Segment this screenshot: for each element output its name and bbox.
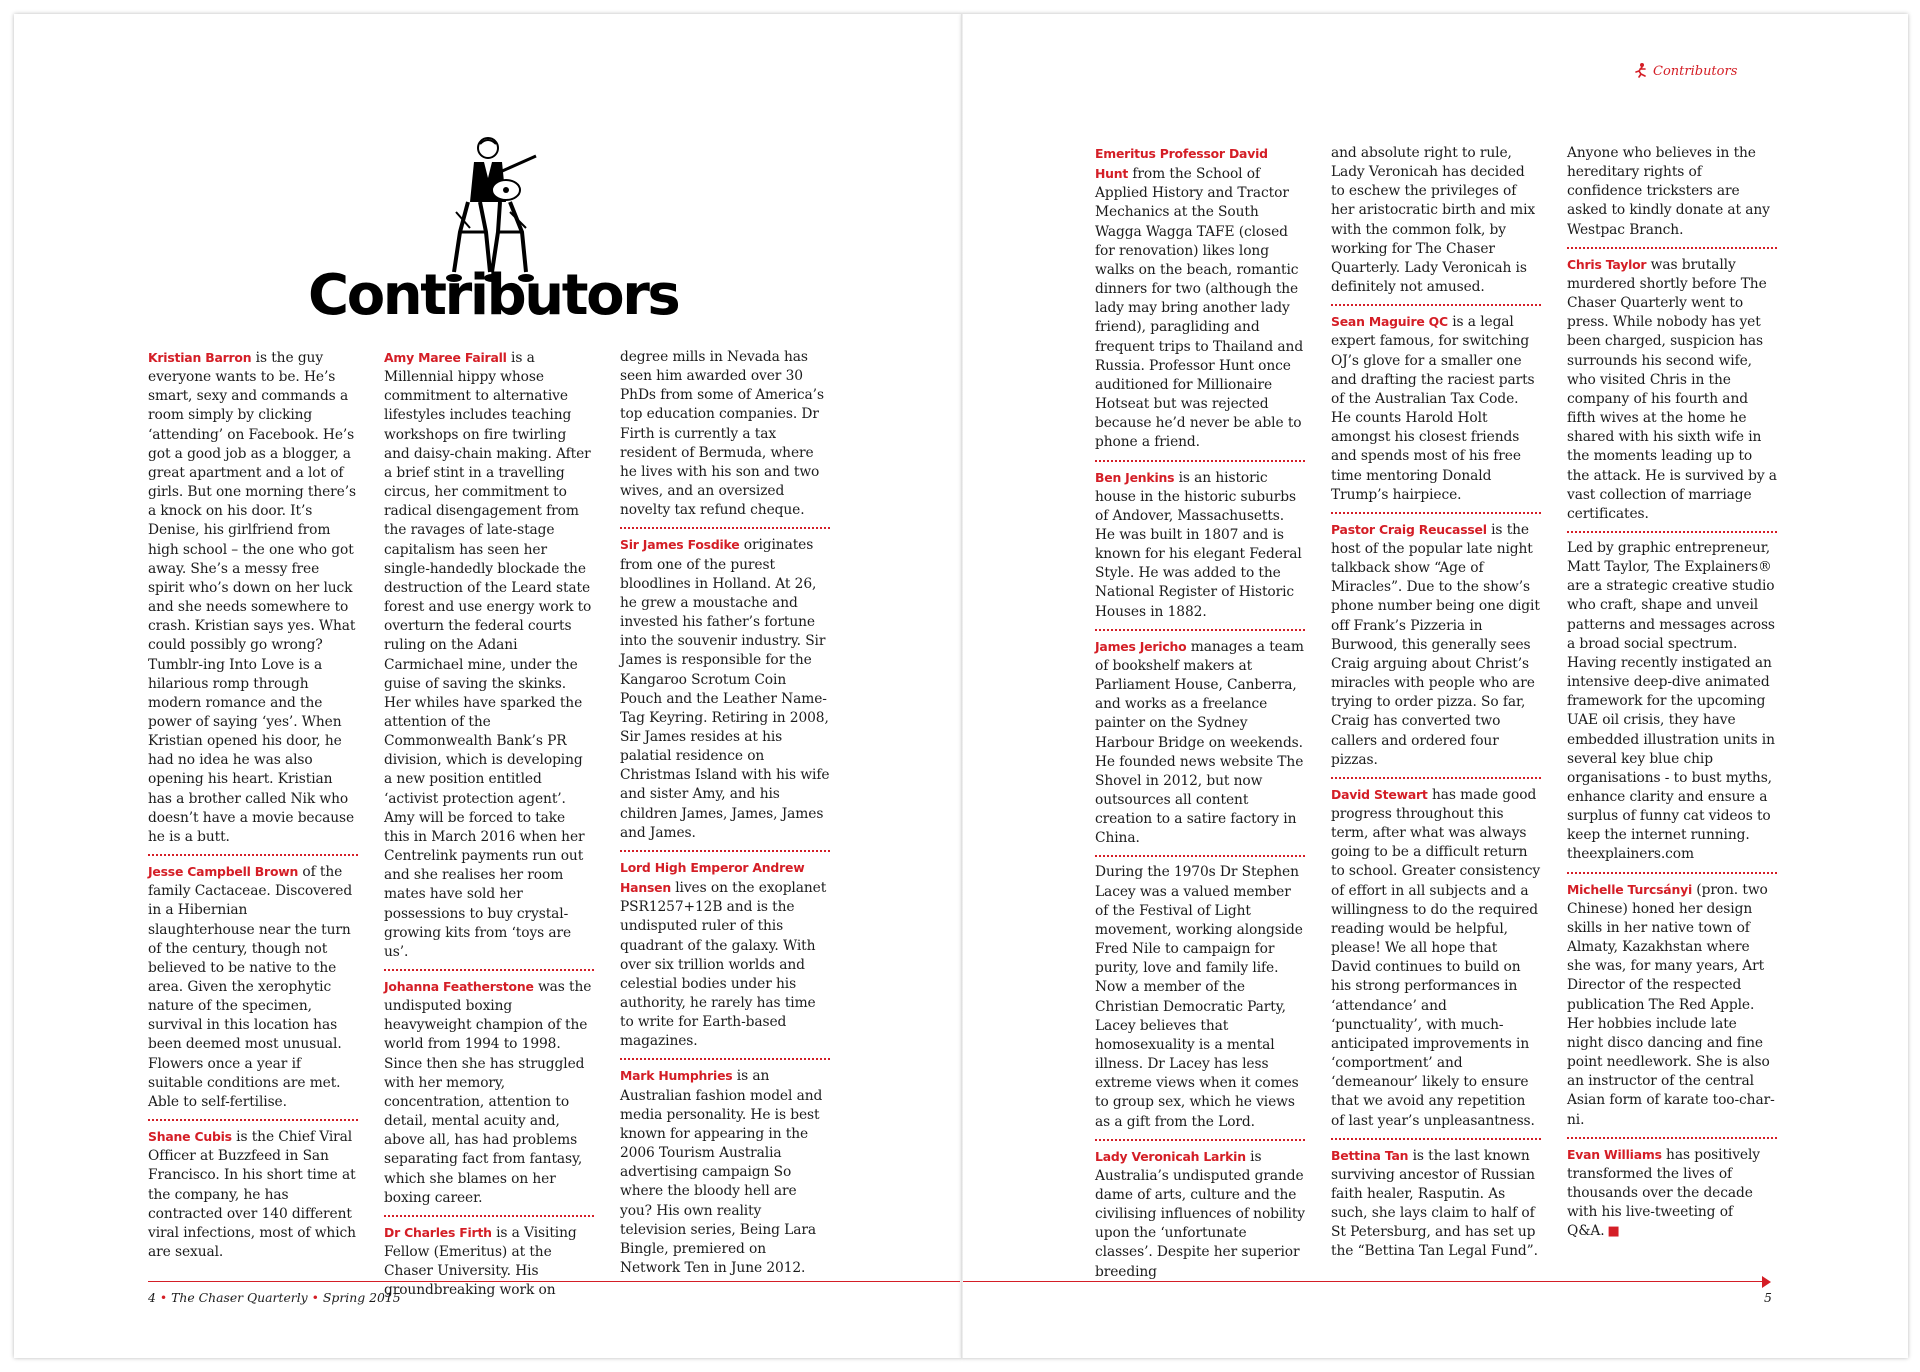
contributor-bio: was brutally murdered shortly before The Chaser Quarterly went to press. While nobody has yet been charged, suspicion has surrounds his second wife, who visited Chris in the company of his fourth and fifth wives at the home he shared with his sixth wife in the moments leading up to the attack. He is survived by a vast collection of marriage certificates.: [1567, 256, 1777, 522]
running-man-logo-icon: [1633, 62, 1649, 78]
contributor-entry: [620, 348, 830, 529]
contributor-name: Kristian Barron: [148, 350, 252, 365]
contributor-entry: [1567, 880, 1777, 1139]
running-header: Contributors: [1653, 64, 1738, 79]
contributor-bio: (pron. two Chinese) honed her design skills in her native town of Almaty, Kazakhstan where she was, for many years, Art Director of the respected publication The Red Apple. Her hobbies include late night disco dancing and fine point needlework. She is also an instructor of the central Asian form of karate too-char-ni.: [1567, 881, 1775, 1128]
contributor-name: Chris Taylor: [1567, 256, 1647, 272]
contributor-bio: manages a team of bookshelf makers at Parliament House, Canberra, and works as a freelance painter on the Sydney Harbour Bridge on weekends. He founded news website The Shovel in 2012, but now outsources all content creation to a satire factory in China.: [1095, 638, 1304, 847]
contributor-bio: is Australia’s undisputed grande dame of arts, culture and the civilising influences of nobility upon the ‘unfortunate classes’. Despite her superior breeding: [1095, 1148, 1305, 1280]
magazine-name: The Chaser Quarterly: [171, 1290, 308, 1305]
contributor-entry: [1331, 520, 1541, 779]
footer-left: [148, 1290, 401, 1305]
contributor-bio: degree mills in Nevada has seen him awarded over 30 PhDs from some of America’s top education companies. Dr Firth is currently a tax resident of Bermuda, where he lives with his son and two wives, and an oversized novelty tax refund cheque.: [620, 349, 824, 519]
column-6: [1567, 144, 1777, 1254]
contributor-bio: is a legal expert famous, for switching OJ’s glove for a smaller one and drafting the raciest parts of the Australian Tax Code. He counts Harold Holt amongst his closest friends and spends most of his free time mentoring Donald Trump’s hairpiece.: [1331, 314, 1535, 503]
contributor-name: Emeritus Professor David Hunt: [1095, 146, 1268, 182]
contributor-entry: [1331, 1146, 1541, 1269]
contributor-name: Lord High Emperor Andrew Hansen: [620, 859, 805, 896]
left-page-number: 4: [148, 1290, 156, 1305]
issue-date: Spring 2015: [322, 1290, 401, 1305]
contributor-name: Bettina Tan: [1331, 1147, 1409, 1163]
contributor-entry: [1095, 1147, 1305, 1289]
contributor-bio: Led by graphic entrepreneur, Matt Taylor, The Explainers® are a strategic creative studio who craft, shape and unveil patterns and messages across a broad social spectrum. Having recently instigated an intensive deep-dive animated framework for the upcoming UAE oil crisis, they have embedded illustration units in several key blue chip organisations - to bust myths, enhance clarity and ensure a surplus of funny cat videos to keep the internet running. theexplainers.com: [1567, 539, 1775, 863]
contributor-name: Sir James Fosdike: [620, 537, 740, 553]
footer-rule-left: [148, 1281, 960, 1282]
contributor-bio: is the Chief Viral Officer at Buzzfeed in San Francisco. In his short time at the company, he has contracted over 140 different viral infections, most of which are sexual.: [148, 1129, 356, 1261]
contributor-name: Mark Humphries: [620, 1068, 733, 1084]
contributor-bio: is the last known surviving ancestor of Russian faith healer, Rasputin. As such, she lays claim to half of St Petersburg, and has set up the “Bettina Tan Legal Fund”.: [1331, 1147, 1538, 1260]
contributor-bio: originates from one of the purest bloodlines in Holland. At 26, he grew a moustache and invested his father’s fortune into the souvenir industry. Sir James is responsible for the Kangaroo Scrotum Coin Pouch and the Leather Name-Tag Keyring. Retiring in 2008, Sir James resides at his palatial residence on Christmas Island with his wife and sister Amy, and his children James, James, James and James.: [620, 537, 830, 841]
contributor-name: Shane Cubis: [148, 1129, 232, 1145]
contributor-name: Pastor Craig Reucassel: [1331, 521, 1487, 537]
contributor-entry: [1095, 144, 1305, 462]
column-4: [1095, 144, 1305, 1295]
contributor-name: David Stewart: [1331, 786, 1428, 802]
contributor-entry: [1331, 144, 1541, 306]
end-mark-icon: ■: [1607, 1224, 1620, 1240]
contributor-bio: is an historic house in the historic suburbs of Andover, Massachusetts. He was built in 1807 and is known for his elegant Federal Style. He was added to the National Register of Historic Houses in 1882.: [1095, 469, 1302, 620]
contributor-entry: [1331, 312, 1541, 514]
contributor-entry: [1567, 255, 1777, 533]
contributor-bio: is the guy everyone wants to be. He’s smart, sexy and commands a room simply by clicking ‘attending’ on Facebook. He’s got a good job as a blogger, a great apartment and a lot of girls. But one morning there’s a knock on his door. It’s Denise, his girlfriend from high school – the one who got away. She’s a messy free spirit who’s down on her luck and she needs somewhere to crash. Kristian says yes. What could possibly go wrong? Tumblr-ing Into Love is a hilarious romp through modern romance and the power of saying ‘yes’. When Kristian opened his door, he had no idea he was also opening his heart. Kristian has a brother called Nik who doesn’t have a movie because he is a butt.: [148, 350, 357, 845]
contributor-name: Lady Veronicah Larkin: [1095, 1148, 1246, 1164]
bullet-dot: •: [311, 1290, 319, 1305]
contributor-bio: lives on the exoplanet PSR1257+12B and is the undisputed ruler of this quadrant of the galaxy. With over six trillion worlds and celestial bodies under his authority, he rarely has time to write for Earth-based magazines.: [620, 880, 827, 1050]
column-1: [148, 348, 358, 1275]
contributor-entry: [384, 348, 594, 971]
contributor-entry: [620, 1066, 830, 1285]
contributor-bio: is an Australian fashion model and media personality. He is best known for appearing in the 2006 Tourism Australia advertising campaign So where the bloody hell are you? His own reality television series, Being Lara Bingle, premiered on Network Ten in June 2012.: [620, 1068, 823, 1277]
contributor-entry: [1095, 863, 1305, 1140]
footer-rule-right: [963, 1281, 1763, 1282]
contributor-entry: [148, 862, 358, 1121]
contributor-name: Sean Maguire QC: [1331, 314, 1448, 330]
contributor-bio: has positively transformed the lives of thousands over the decade with his live-tweeting of Q&A.: [1567, 1146, 1760, 1240]
contributor-bio: and absolute right to rule, Lady Veronicah has decided to eschew the privileges of her aristocratic birth and mix with the common folk, by working for The Chaser Quarterly. Lady Veronicah is definitely not amused.: [1331, 145, 1536, 296]
contributor-entry: [384, 1223, 594, 1308]
contributor-entry: [1095, 468, 1305, 631]
contributor-bio: is a Millennial hippy whose commitment to alternative lifestyles includes teaching workshops on fire twirling and daisy-chain making. After a brief stint in a travelling circus, her commitment to radical disengagement from the ravages of late-stage capitalism has seen her single-handedly blockade the destruction of the Leard state forest and use energy work to overturn the federal courts ruling on the Adani Carmichael mine, under the guise of saving the skinks. Her whiles have sparked the attention of the Commonwealth Bank’s PR division, which is developing a new position entitled ‘activist protection agent’. Amy will be forced to take this in March 2016 when her Centrelink payments run out and she realises her room mates have sold her possessions to buy crystal-growing kits from ‘toys are us’.: [384, 350, 592, 960]
contributor-entry: [148, 1127, 358, 1269]
right-page-number: 5: [1764, 1290, 1772, 1305]
contributor-bio: is a Visiting Fellow (Emeritus) at the Chaser University. His groundbreaking work on: [384, 1224, 577, 1299]
contributor-name: Ben Jenkins: [1095, 469, 1175, 485]
contributor-entry: [620, 535, 830, 852]
contributor-entry: [384, 977, 594, 1217]
column-2: [384, 348, 594, 1314]
contributor-bio: was the undisputed boxing heavyweight champion of the world from 1994 to 1998. Since then she has struggled with her memory, concentration, attention to detail, mental acuity and, above all, has had problems separating fact from fantasy, which she blames on her boxing career.: [384, 979, 592, 1206]
contributor-entry: [1567, 1145, 1777, 1249]
contributor-entry: [1567, 539, 1777, 874]
contributor-name: Dr Charles Firth: [384, 1224, 492, 1240]
contributor-entry: [1331, 785, 1541, 1140]
contributor-name: Johanna Featherstone: [384, 979, 534, 994]
contributor-bio: Anyone who believes in the hereditary rights of confidence tricksters are asked to kindly donate at any Westpac Branch.: [1567, 145, 1770, 238]
column-3: [620, 348, 830, 1291]
page-arrow-icon: [1762, 1276, 1771, 1288]
page-spine: [961, 14, 963, 1358]
page-title: Contributors: [308, 263, 679, 328]
contributor-bio: of the family Cactaceae. Discovered in a Hibernian slaughterhouse near the turn of the century, though not believed to be native to the area. Given the xerophytic nature of the specimen, survival in this location has been deemed most unusual. Flowers once a year if suitable conditions are met. Able to self-fertilise.: [148, 864, 353, 1110]
bullet-dot: •: [159, 1290, 168, 1305]
contributor-name: James Jericho: [1095, 638, 1187, 654]
contributor-entry: [148, 348, 358, 856]
contributor-bio: During the 1970s Dr Stephen Lacey was a valued member of the Festival of Light movement, working alongside Fred Nile to campaign for purity, love and family life. Now a member of the Christian Democratic Party, Lacey believes that homosexuality is a mental illness. Dr Lacey has less extreme views when it comes to group sex, which he views as a gift from the Lord.: [1095, 864, 1303, 1130]
contributor-entry: [1567, 144, 1777, 249]
contributor-name: Michelle Turcsányi: [1567, 881, 1693, 897]
column-5: [1331, 144, 1541, 1275]
contributor-bio: from the School of Applied History and Tractor Mechanics at the South Wagga Wagga TAFE (closed for renovation) likes long walks on the beach, romantic dinners for two (although the lady may bring another lady friend), paragliding and frequent trips to Thailand and Russia. Professor Hunt once auditioned for Millionaire Hotseat but was rejected because he’d never be able to phone a friend.: [1095, 166, 1304, 451]
contributor-bio: has made good progress throughout this term, after what was always going to be a difficult return to school. Greater consistency of effort in all subjects and a willingness to do the required reading would be helpful, please! We all hope that David continues to build on his strong performances in ‘attendance’ and ‘punctuality’, with much-anticipated improvements in ‘comportment’ and ‘demeanour’ likely to ensure that we avoid any repetition of last year’s unpleasantness.: [1331, 786, 1541, 1129]
contributor-entry: [1095, 637, 1305, 858]
contributor-bio: is the host of the popular late night talkback show “Age of Miracles”. Due to the show’s phone number being one digit off Frank’s Pizzeria in Burwood, this generally sees Craig arguing about Christ’s miracles with people who are trying to order pizza. So far, Craig has converted two callers and ordered four pizzas.: [1331, 521, 1540, 768]
contributor-name: Evan Williams: [1567, 1146, 1662, 1162]
contributor-entry: [620, 858, 830, 1061]
contributor-name: Amy Maree Fairall: [384, 350, 507, 365]
contributor-name: Jesse Campbell Brown: [148, 864, 299, 880]
